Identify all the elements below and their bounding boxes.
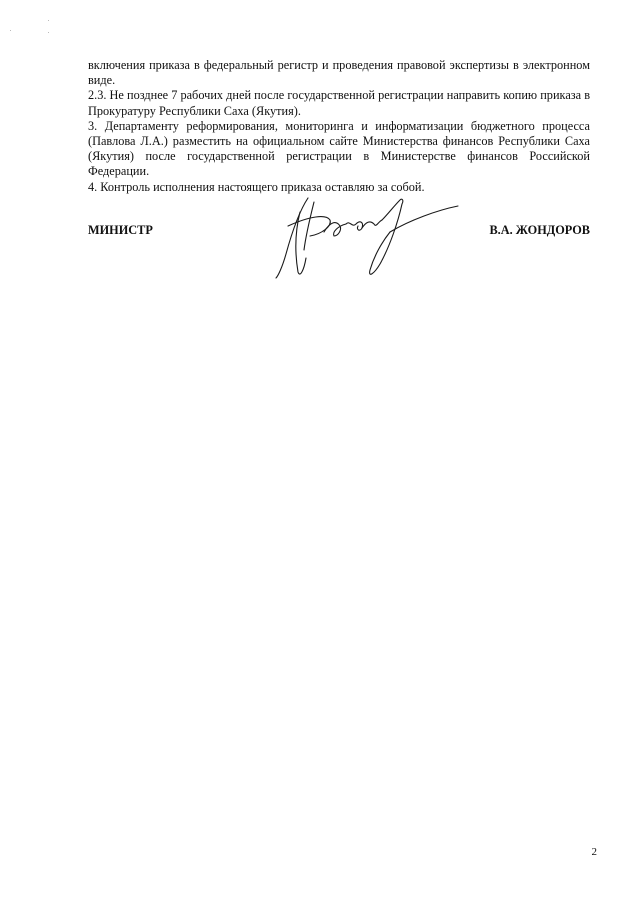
page-number: 2 [591, 846, 597, 858]
paragraph-continuation: включения приказа в федеральный регистр и проведения правовой экспертизы в электронном виде. [88, 58, 590, 88]
signatory-name: В.А. ЖОНДОРОВ [489, 223, 590, 237]
paragraph-4: 4. Контроль исполнения настоящего приказа оставляю за собой. [88, 179, 425, 194]
scan-speck [48, 20, 49, 21]
paragraph-2-3: 2.3. Не позднее 7 рабочих дней после государственной регистрации направить копию приказа в Прокуратуру Республики Саха (Якутия). [88, 88, 590, 118]
paragraph-3: 3. Департаменту реформирования, мониторинга и информатизации бюджетного процесса (Павлова Л.А.) разместить на официальном сайте Министерства финансов Республики Саха (Якутия) после государственной регистрации в Министерстве финансов Российской Федерации. [88, 118, 590, 179]
document-body [88, 58, 590, 195]
handwritten-signature [270, 192, 470, 282]
signatory-title: МИНИСТР [88, 223, 153, 237]
scan-speck [48, 32, 49, 33]
scan-speck [10, 30, 11, 31]
